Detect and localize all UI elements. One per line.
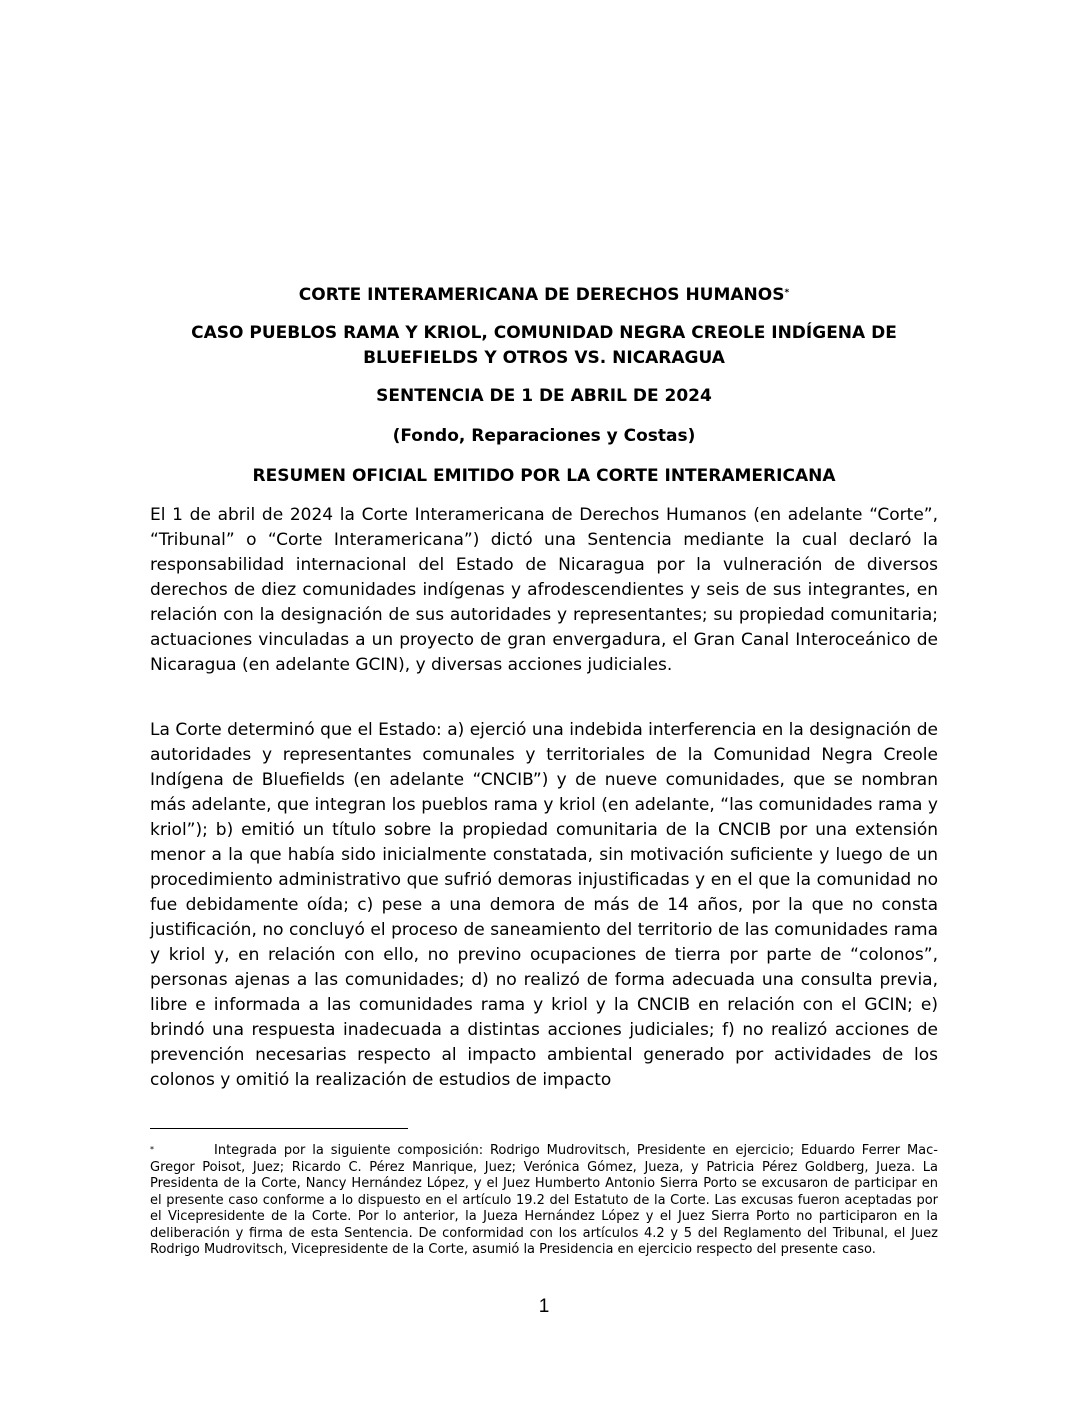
footnote-text: Integrada por la siguiente composición: Rodrigo Mudrovitsch, Presidente en ejercicio; Eduardo Ferrer Mac-Gregor Poisot, Juez; Ricardo C. Pérez Manrique, Juez; Verónica Gómez, Jueza, y Patricia Pérez Goldberg, Jueza. La Presidenta de la Corte, Nancy Hernández López, y el Juez Humberto Antonio Sierra Porto se excusaron de participar en el presente caso conforme a lo dispuesto en el artículo 19.2 del Estatuto de la Corte. Las excusas fueron aceptadas por el Vicepresidente de la Corte. Por lo anterior, la Jueza Hernández López y el Juez Sierra Porto no participaron en la deliberación y firma de esta Sentencia. De conformidad con los artículos 4.2 y 5 del Reglamento del Tribunal, el Juez Rodrigo Mudrovitsch, Vicepresidente de la Corte, asumió la Presidencia en ejercicio respecto del presente caso. — [150, 1143, 938, 1257]
judgment-type: (Fondo, Reparaciones y Costas) — [392, 426, 696, 446]
court-title-text: CORTE INTERAMERICANA DE DERECHOS HUMANOS — [298, 285, 785, 305]
court-title-footnote-mark: * — [784, 288, 790, 298]
body-paragraph-2: La Corte determinó que el Estado: a) ejerció una indebida interferencia en la designación de autoridades y representantes comunales y territoriales de la Comunidad Negra Creole Indígena de Bluefields (en adelante “CNCIB”) y de nueve comunidades, que se nombran más adelante, que integran los pueblos rama y kriol (en adelante, “las comunidades rama y kriol”); b) emitió un título sobre la propiedad comunitaria de la CNCIB por una extensión menor a la que había sido inicialmente constatada, sin motivación suficiente y luego de un procedimiento administrativo que sufrió demoras injustificadas y en el que la comunidad no fue debidamente oída; c) pese a una demora de más de 14 años, por la que no consta justificación, no concluyó el proceso de saneamiento del territorio de las comunidades rama y kriol y, en relación con ello, no previno ocupaciones de tierra por parte de “colonos”, personas ajenas a las comunidades; d) no realizó de forma adecuada una consulta previa, libre e informada a las comunidades rama y kriol y la CNCIB en relación con el GCIN; e) brindó una respuesta inadecuada a distintas acciones judiciales; f) no realizó acciones de prevención necesarias respecto al impacto ambiental generado por actividades de los colonos y omitió la realización de estudios de impacto — [150, 720, 938, 1090]
footnote-mark: * — [150, 1145, 154, 1154]
footnote-divider — [150, 1128, 408, 1129]
body-paragraph-1: El 1 de abril de 2024 la Corte Interamericana de Derechos Humanos (en adelante “Corte”, “Tribunal” o “Corte Interamericana”) dictó una Sentencia mediante la cual declaró la responsabilidad internacional del Estado de Nicaragua por la vulneración de diversos derechos de diez comunidades indígenas y afrodescendientes y seis de sus integrantes, en relación con la designación de sus autoridades y representantes; su propiedad comunitaria; actuaciones vinculadas a un proyecto de gran envergadura, el Gran Canal Interoceánico de Nicaragua (en adelante GCIN), y diversas acciones judiciales. — [150, 505, 938, 675]
page-number: 1 — [538, 1296, 550, 1317]
summary-title: RESUMEN OFICIAL EMITIDO POR LA CORTE INTERAMERICANA — [252, 466, 836, 486]
footnote — [150, 1143, 938, 1259]
case-title: CASO PUEBLOS RAMA Y KRIOL, COMUNIDAD NEGRA CREOLE INDÍGENA DE BLUEFIELDS Y OTROS VS. NICARAGUA — [191, 323, 897, 368]
judgment-date: SENTENCIA DE 1 DE ABRIL DE 2024 — [376, 386, 712, 406]
court-title — [150, 283, 938, 308]
